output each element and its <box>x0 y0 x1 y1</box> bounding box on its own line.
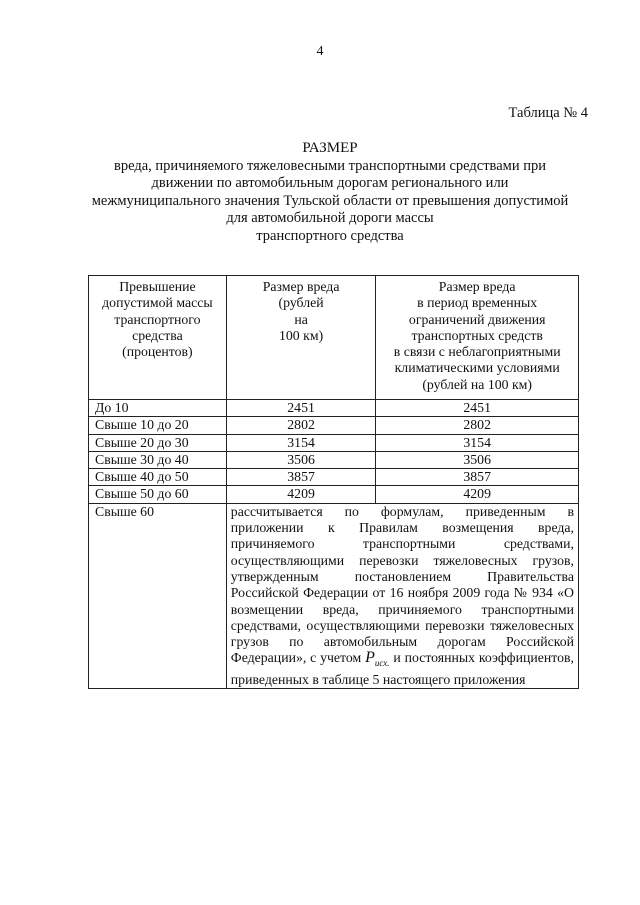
cell-value-restricted: 3154 <box>376 434 579 451</box>
cell-category: Свыше 40 до 50 <box>89 469 227 486</box>
table-row <box>89 400 579 417</box>
cell-value-restricted: 3857 <box>376 469 579 486</box>
cell-category: До 10 <box>89 400 227 417</box>
header-line: Размер вреда <box>262 279 340 294</box>
formula-text-after: и постоянных коэффициентов, приведенных в таблице 5 настоящего приложения <box>230 650 574 687</box>
page-number: 4 <box>316 44 324 59</box>
header-harm-amount-restricted <box>376 276 579 400</box>
cell-category: Свыше 30 до 40 <box>89 451 227 468</box>
title-line: вреда, причиняемого тяжеловесными транспортными средствами при <box>114 157 546 174</box>
title-line: для автомобильной дороги массы <box>226 210 434 227</box>
header-line: в связи с неблагоприятными <box>393 344 561 360</box>
cell-value: 2451 <box>226 400 376 417</box>
p-symbol: P <box>365 649 375 667</box>
header-line: (процентов) <box>122 344 193 360</box>
header-line: ограничений движения <box>408 311 546 327</box>
formula-text-before: рассчитывается по формулам, приведенным в приложении к Правилам возмещения вреда, причиняемого транспортными средствами, осуществляющими перевозки тяжеловесных грузов, утвержденным постановлением Правительства Российской Федерации от 16 ноября 2009 года № 934 «О возмещении вреда, причиняемого транспортными средствами, осуществляющими перевозки тяжеловесных грузов по автомобильным дорогам Российской Федерации», с учетом <box>230 503 574 666</box>
header-line: в период временных <box>417 295 538 311</box>
table-row <box>89 469 579 486</box>
header-line: климатическими условиями <box>394 360 560 376</box>
document-title <box>80 140 580 246</box>
title-heading: РАЗМЕР <box>302 140 358 156</box>
cell-category: Свыше 50 до 60 <box>89 486 227 503</box>
p-initial-symbol <box>365 649 390 669</box>
cell-value-restricted: 3506 <box>376 451 579 468</box>
table-row <box>89 434 579 451</box>
table-row <box>89 486 579 503</box>
header-line: Превышение <box>119 279 196 294</box>
header-line: Размер вреда <box>438 279 516 294</box>
header-excess-percent <box>89 276 227 400</box>
table-row <box>89 451 579 468</box>
header-line: средства <box>132 327 183 343</box>
title-line: транспортного средства <box>256 227 404 244</box>
header-line: допустимой массы <box>102 295 213 311</box>
cell-value: 3154 <box>226 434 376 451</box>
cell-value: 2802 <box>226 417 376 434</box>
cell-category: Свыше 20 до 30 <box>89 434 227 451</box>
table-header-row <box>89 276 579 400</box>
header-line: (рублей <box>278 295 324 311</box>
cell-value-restricted: 4209 <box>376 486 579 503</box>
cell-value-restricted: 2802 <box>376 417 579 434</box>
cell-value: 4209 <box>226 486 376 503</box>
cell-category: Свыше 10 до 20 <box>89 417 227 434</box>
table-row-formula <box>89 503 579 688</box>
header-line: транспортного <box>114 311 201 327</box>
p-symbol-subscript: исх. <box>374 658 390 669</box>
header-line: (рублей на 100 км) <box>422 376 533 392</box>
header-line: 100 км) <box>278 327 324 343</box>
cell-category: Свыше 60 <box>89 503 227 688</box>
title-line: межмуниципального значения Тульской области от превышения допустимой <box>91 192 569 209</box>
formula-text-cell <box>226 503 578 688</box>
table-row <box>89 417 579 434</box>
cell-value: 3857 <box>226 469 376 486</box>
cell-value-restricted: 2451 <box>376 400 579 417</box>
harm-table <box>88 275 579 689</box>
title-line: движении по автомобильным дорогам регионального или <box>151 175 509 192</box>
header-harm-amount <box>226 276 376 400</box>
header-line: транспортных средств <box>411 327 543 343</box>
table-caption: Таблица № 4 <box>508 105 588 121</box>
header-line: на <box>294 311 308 327</box>
cell-value: 3506 <box>226 451 376 468</box>
